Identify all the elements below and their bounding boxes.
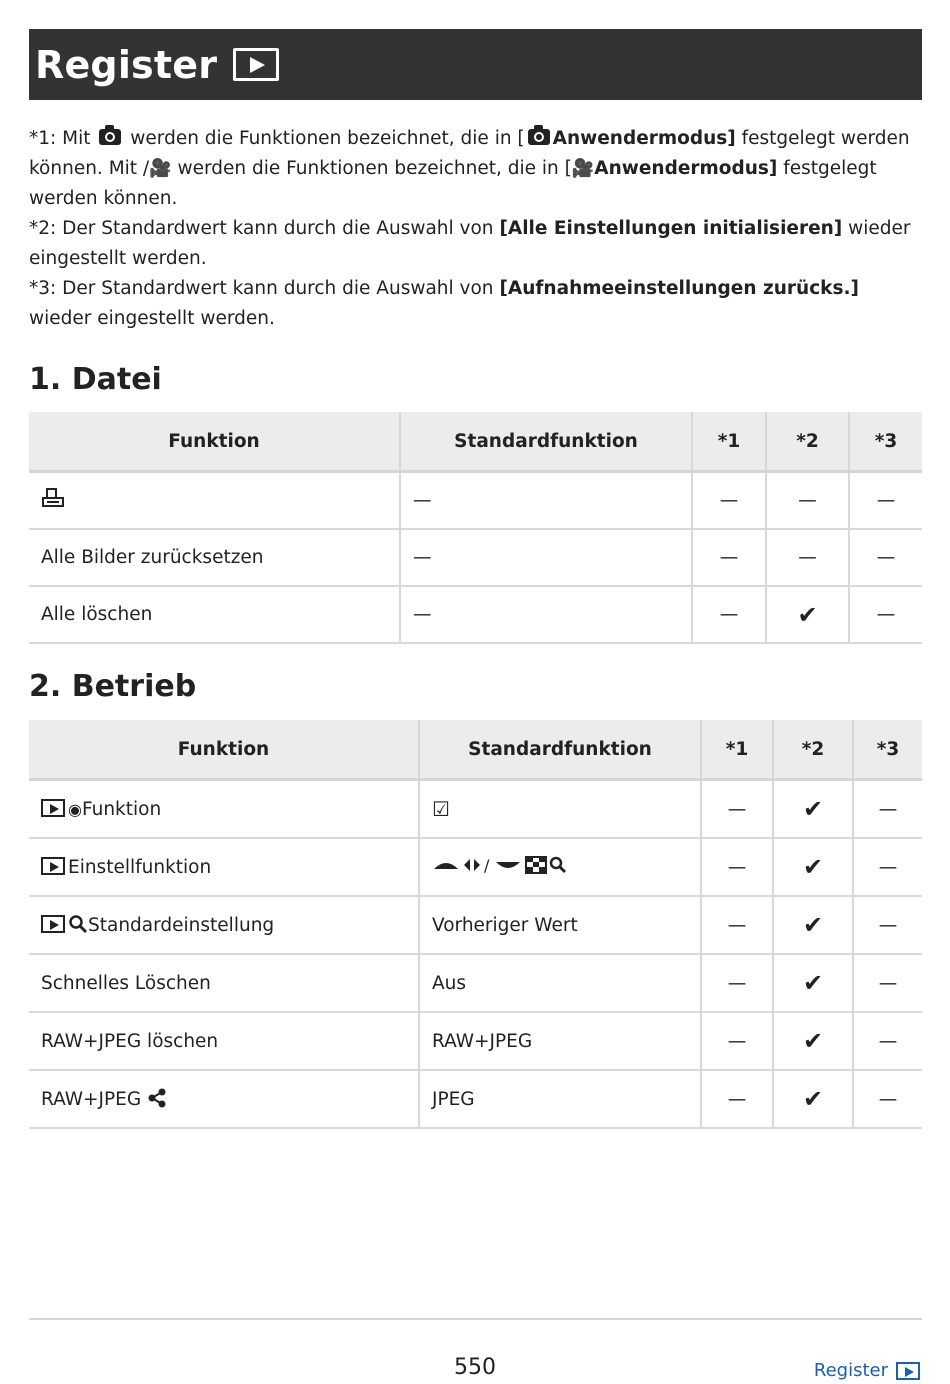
camera-icon [99,129,121,145]
funktion-cell: Alle löschen [29,586,400,643]
table-datei [29,412,922,644]
note2-checkmark-cell: ✔ [773,838,853,896]
note-2-text-b: wieder eingestellt werden. [29,218,911,269]
note3-cell: — [849,529,922,586]
note-1-text-b: werden die Funktionen bezeichnet, die in [ [130,128,525,149]
table-row [29,780,922,839]
column-header: *1 [692,412,766,472]
dial-settings-icon [432,854,582,876]
column-header: *2 [773,720,853,780]
section-heading-betrieb: 2. Betrieb [29,669,197,704]
standard-cell: — [400,529,692,586]
section-heading-datei: 1. Datei [29,362,162,397]
note3-cell: — [853,954,922,1012]
funktion-cell [29,838,419,896]
table-row [29,1012,922,1070]
note3-cell: — [853,838,922,896]
camera-icon [528,129,550,145]
footnotes [29,124,922,334]
note-1-text-e: festgelegt werden können. [29,158,877,209]
note-3 [29,274,922,334]
note2-checkmark-cell: ✔ [773,954,853,1012]
column-header: Standardfunktion [400,412,692,472]
note2-cell: — [766,529,849,586]
table-row [29,896,922,954]
table-header-row [29,412,922,472]
standard-cell: RAW+JPEG [419,1012,701,1070]
note-1-text: *1: Mit [29,128,91,149]
note-3-bold: [Aufnahmeeinstellungen zurücks.] [499,278,859,299]
note1-cell: — [692,529,766,586]
page-number: 550 [454,1355,496,1380]
page-header [29,29,922,100]
standard-cell: Aus [419,954,701,1012]
note1-cell: — [701,1070,773,1128]
note-1-text-c: festgelegt werden können. Mit / [29,128,910,179]
note2-checkmark-cell: ✔ [773,1070,853,1128]
target-icon: ◉ [68,799,82,819]
table-header-row [29,720,922,780]
note1-cell: — [701,780,773,839]
column-header: *2 [766,412,849,472]
note-2 [29,214,922,274]
note1-cell: — [701,954,773,1012]
note1-cell: — [701,838,773,896]
note-3-text-b: wieder eingestellt werden. [29,308,275,329]
note3-cell: — [849,472,922,530]
funktion-cell: RAW+JPEG löschen [29,1012,419,1070]
note3-cell: — [849,586,922,643]
note3-cell: — [853,896,922,954]
table-row [29,472,922,530]
funktion-label: RAW+JPEG [41,1089,142,1110]
playback-icon [41,857,65,875]
table-row [29,838,922,896]
column-header: Standardfunktion [419,720,701,780]
movie-camera-icon: 🎥 [149,158,172,179]
note2-cell: — [766,472,849,530]
footer-register-link[interactable] [814,1360,920,1381]
note-1-text-d: werden die Funktionen bezeichnet, die in [ [177,158,572,179]
note2-checkmark-cell: ✔ [773,1012,853,1070]
note2-checkmark-cell: ✔ [773,780,853,839]
note2-checkmark-cell: ✔ [766,586,849,643]
note3-cell: — [853,1012,922,1070]
movie-camera-icon: 🎥 [571,158,595,179]
playback-icon [233,48,279,81]
checkbox-icon: ☑ [432,797,450,821]
note2-checkmark-cell: ✔ [773,896,853,954]
column-header: *1 [701,720,773,780]
funktion-cell [29,472,400,530]
table-row [29,529,922,586]
standard-cell: Vorheriger Wert [419,896,701,954]
table-row [29,954,922,1012]
funktion-cell: Schnelles Löschen [29,954,419,1012]
funktion-label: Einstellfunktion [68,856,212,878]
note-1 [29,124,922,214]
note1-cell: — [692,472,766,530]
table-row [29,1070,922,1128]
note-3-text: *3: Der Standardwert kann durch die Auswahl von [29,278,494,299]
footer-divider [29,1318,922,1320]
note-2-text: *2: Der Standardwert kann durch die Auswahl von [29,218,494,239]
note1-cell: — [701,1012,773,1070]
page-title: Register [35,42,218,87]
standard-cell: — [400,586,692,643]
note-1-bold-2: Anwendermodus] [594,158,778,179]
note3-cell: — [853,780,922,839]
column-header: Funktion [29,720,419,780]
funktion-cell: Alle Bilder zurücksetzen [29,529,400,586]
note-2-bold: [Alle Einstellungen initialisieren] [499,218,843,239]
column-header: Funktion [29,412,400,472]
print-order-icon [41,487,65,509]
zoom-icon [68,914,88,934]
column-header: *3 [849,412,922,472]
playback-icon [41,915,65,933]
footer-link-label[interactable]: Register [813,1360,888,1381]
funktion-label: Standardeinstellung [88,915,275,936]
note1-cell: — [692,586,766,643]
column-header: *3 [853,720,922,780]
funktion-cell [29,780,419,839]
note1-cell: — [701,896,773,954]
note3-cell: — [853,1070,922,1128]
standard-cell [419,780,701,839]
note-1-bold: Anwendermodus] [552,128,736,149]
table-betrieb [29,720,922,1129]
playback-icon [896,1362,920,1380]
funktion-label: Funktion [81,798,162,820]
standard-cell: — [400,472,692,530]
table-row [29,586,922,643]
funktion-cell [29,1070,419,1128]
svg-text:/: / [484,855,490,875]
standard-cell [419,838,701,896]
funktion-cell [29,896,419,954]
playback-icon [41,799,65,817]
share-icon [147,1088,167,1108]
standard-cell: JPEG [419,1070,701,1128]
